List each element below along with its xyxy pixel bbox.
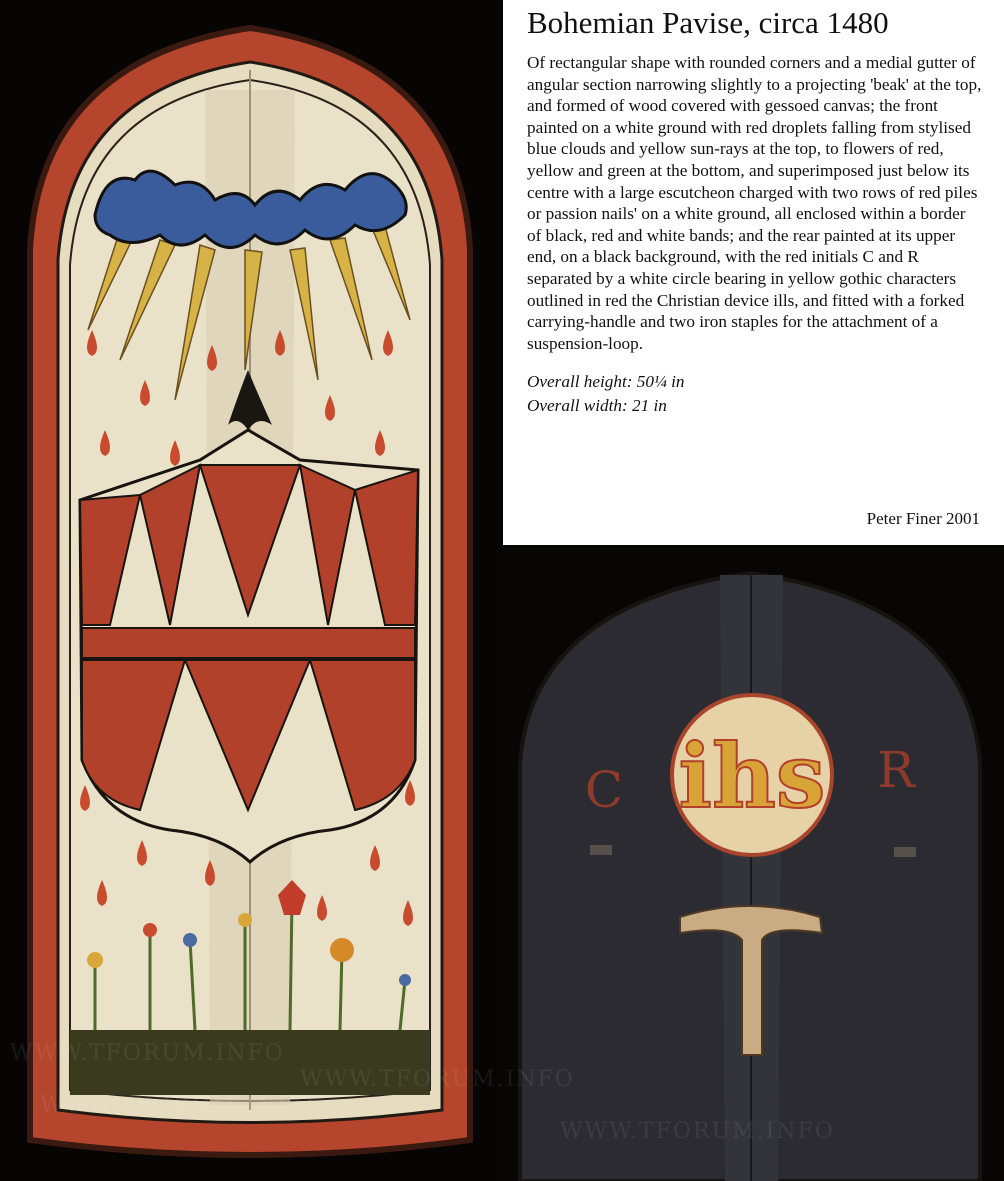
iron-staple-left bbox=[590, 845, 612, 855]
monogram-text: ihs bbox=[678, 724, 826, 828]
info-panel bbox=[503, 0, 1004, 545]
credit: Peter Finer 2001 bbox=[866, 509, 980, 528]
escutcheon bbox=[80, 430, 418, 862]
initial-c: C bbox=[584, 761, 624, 819]
overall-height: Overall height: 50¼ in bbox=[527, 372, 685, 392]
dimensions bbox=[527, 370, 982, 418]
info-description: Of rectangular shape with rounded corners and a medial gutter of angular section narrowing slightly to a projecting 'beak' at the top, and formed of wood covered with gessoed canvas; the front painted on a white ground with red droplets falling from stylised blue clouds and yellow sun-rays at the top, to flowers of red, yellow and green at the bottom, and superimposed just below its centre with a large escutcheon charged with two rows of red piles or passion nails' on a white ground, all enclosed within a border of black, red and white bands; and the rear painted at its upper end, on a black background, with the red initials C and R separated by a white circle bearing in yellow gothic characters outlined in red the Christian device ills, and fitted with a forked carrying-handle and two iron staples for the attachment of a suspension-loop. bbox=[527, 53, 982, 353]
initial-r: R bbox=[877, 741, 915, 799]
overall-width: Overall width: 21 in bbox=[527, 396, 667, 416]
info-title: Bohemian Pavise, circa 1480 bbox=[527, 5, 889, 40]
pavise-rear-photo bbox=[500, 545, 1004, 1181]
pavise-front-photo bbox=[0, 0, 500, 1181]
monogram-disc bbox=[672, 695, 832, 855]
iron-staple-right bbox=[894, 847, 916, 857]
